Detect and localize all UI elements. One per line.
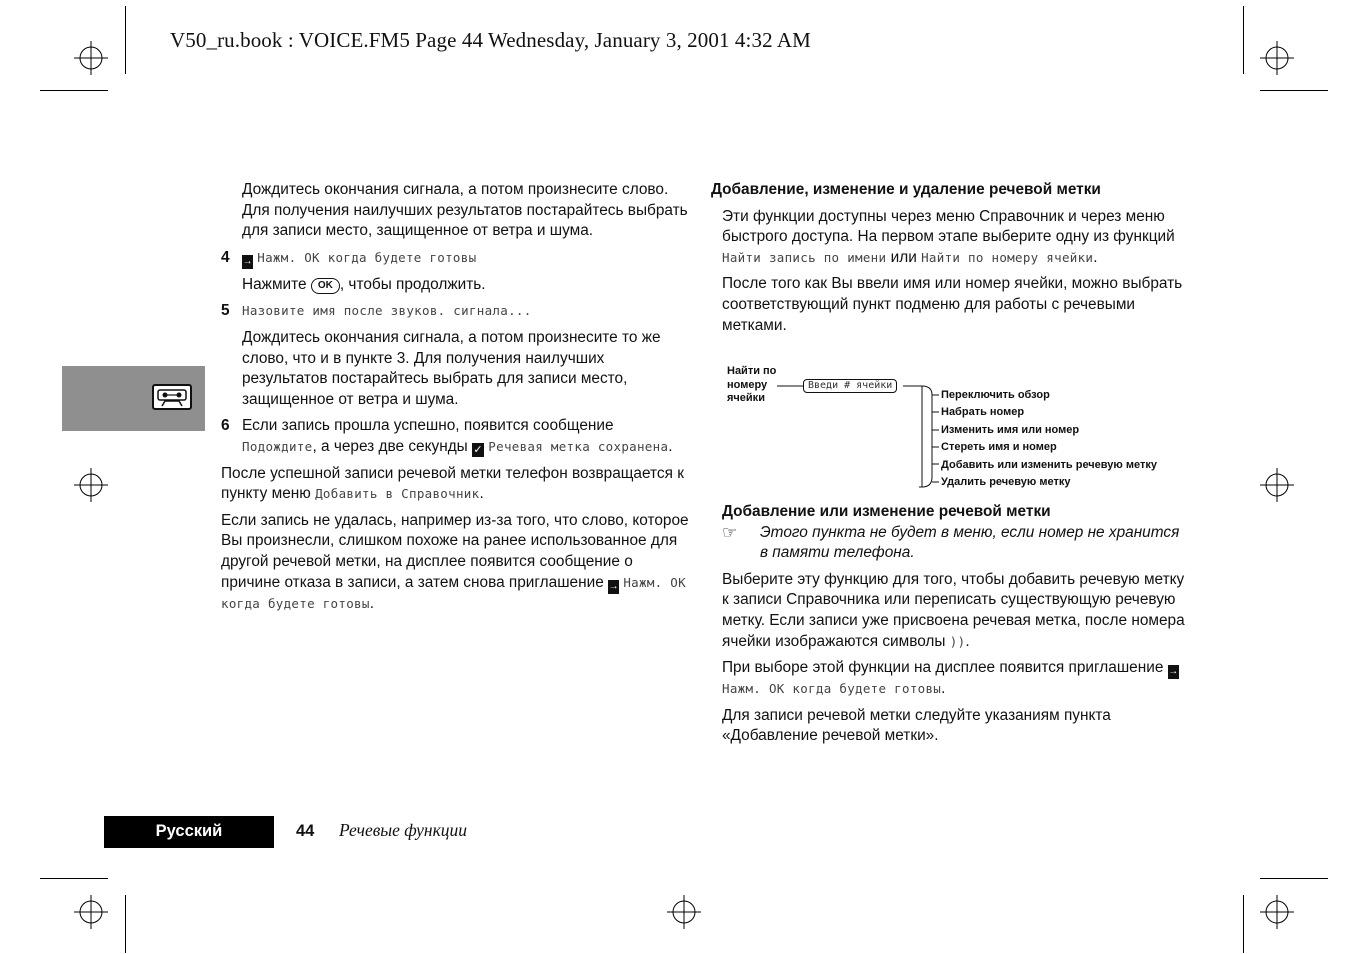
chapter-side-tab bbox=[62, 366, 205, 431]
softkey-icon: → bbox=[1168, 666, 1179, 678]
crop-mark bbox=[1243, 895, 1244, 953]
add-paragraph: Выберите эту функцию для того, чтобы добавить речевую метку к записи Справочника или переписать существующую речевую метку. Если записи уже присвоена речевая метка, после номера ячейки изображаются символы )). bbox=[722, 570, 1185, 650]
display-text: Речевая метка сохранена bbox=[488, 438, 669, 454]
crop-mark bbox=[125, 6, 126, 74]
right-column bbox=[711, 180, 1191, 336]
diagram-submenu bbox=[941, 387, 1157, 491]
registration-mark-icon bbox=[1260, 41, 1294, 75]
display-text: Нажм. OK когда будете готовы bbox=[221, 574, 686, 611]
section-heading: Добавление, изменение и удаление речевой метки bbox=[711, 181, 1101, 198]
crop-mark bbox=[1243, 6, 1244, 74]
softkey-icon: → bbox=[242, 255, 253, 267]
step-number: 6 bbox=[221, 417, 230, 435]
crop-mark bbox=[1260, 878, 1328, 879]
registration-mark-icon bbox=[74, 468, 108, 502]
submenu-item: Добавить или изменить речевую метку bbox=[941, 458, 1157, 471]
display-text: Добавить в Справочник bbox=[315, 486, 480, 502]
step-6-text: Если запись прошла успешно, появится сообщение bbox=[242, 417, 614, 435]
section-title: Речевые функции bbox=[339, 820, 468, 840]
record-paragraph: Для записи речевой метки следуйте указаниям пункта «Добавление речевой метки». bbox=[722, 706, 1111, 745]
after-paragraph: После успешной записи речевой метки телефон возвращается к пункту меню Добавить в Справочник. bbox=[221, 464, 684, 503]
display-text: Нажм. OK когда будете готовы bbox=[722, 681, 942, 697]
step-4-instruction bbox=[242, 275, 691, 296]
submenu-item: Стереть имя и номер bbox=[941, 441, 1057, 454]
paragraph-text: или bbox=[890, 248, 917, 266]
crop-mark bbox=[40, 878, 108, 879]
intro-paragraph: Дождитесь окончания сигнала, а потом произнесите слово. Для получения наилучших результатов постарайтесь выбрать для записи место, защищенное от ветра и шума. bbox=[242, 181, 688, 240]
submenu-item: Переключить обзор bbox=[941, 389, 1050, 401]
registration-mark-icon bbox=[1260, 895, 1294, 929]
step-4 bbox=[221, 248, 691, 269]
note-text: Этого пункта не будет в меню, если номер не хранится в памяти телефона. bbox=[760, 523, 1180, 562]
cassette-tape-icon bbox=[152, 384, 192, 410]
submenu-item: Изменить имя или номер bbox=[941, 423, 1080, 436]
note-block bbox=[722, 523, 1191, 564]
paragraph-text: Эти функции доступны через меню Справочник и через меню быстрого доступа. На первом этапе выберите одну из функций bbox=[722, 207, 1175, 246]
submenu-paragraph: После того как Вы ввели имя или номер ячейки, можно выбрать соответствующий пункт подменю для работы с речевыми метками. bbox=[722, 275, 1183, 334]
page-number: 44 bbox=[296, 822, 315, 840]
fail-paragraph: Если запись не удалась, например из-за того, что слово, которое Вы произнесли, слишком похоже на ранее использованное для другой речевой метки, на дисплее появится сообщение о причине отказа в записи, а затем снова приглашение → Нажм. OK когда будете готовы. bbox=[221, 511, 689, 612]
registration-mark-icon bbox=[74, 895, 108, 929]
crop-mark bbox=[1260, 90, 1328, 91]
step-6-text: , а через две секунды bbox=[312, 437, 468, 455]
step-5-text: Дождитесь окончания сигнала, а потом произнесите то же слово, что и в пункте 3. Для получения наилучших результатов постарайтесь выбрать для записи место, защищенное от ветра и шума. bbox=[242, 328, 661, 408]
step-6: 6 Если запись прошла успешно, появится сообщение Подождите, а через две секунды ✓ Речевая метка сохранена. bbox=[221, 417, 673, 456]
ok-key-icon: OK bbox=[311, 278, 340, 294]
submenu-item: Удалить речевую метку bbox=[941, 476, 1071, 489]
paragraph-text: После успешной записи речевой метки телефон возвращается к пункту меню bbox=[221, 464, 684, 503]
crop-mark bbox=[125, 895, 126, 953]
hand-pointer-icon: ☞ bbox=[722, 522, 738, 542]
functions-paragraph: Эти функции доступны через меню Справочник и через меню быстрого доступа. На первом этапе выберите одну из функций Найти запись по имени или Найти по номеру ячейки. bbox=[722, 207, 1175, 266]
display-text: Назовите имя после звуков. сигнала... bbox=[242, 303, 532, 319]
page-header: V50_ru.book : VOICE.FM5 Page 44 Wednesday, January 3, 2001 4:32 AM bbox=[170, 28, 811, 52]
checkmark-icon: ✓ bbox=[473, 443, 483, 456]
menu-diagram bbox=[727, 365, 1197, 495]
language-tab: Русский bbox=[104, 816, 274, 848]
paragraph-text: При выборе этой функции на дисплее появится приглашение bbox=[722, 659, 1164, 677]
registration-mark-icon bbox=[667, 895, 701, 929]
step-number: 4 bbox=[221, 248, 230, 266]
paragraph-text: Если запись не удалась, например из-за того, что слово, которое Вы произнесли, слишком похоже на ранее использованное для другой речевой метки, на дисплее появится сообщение о причине отказа в записи, а затем снова приглашение bbox=[221, 511, 689, 591]
left-column bbox=[221, 180, 691, 614]
subsection-heading: Добавление или изменение речевой метки bbox=[722, 503, 1051, 520]
instruction-text: Нажмите bbox=[242, 275, 307, 293]
instruction-text: , чтобы продолжить. bbox=[339, 275, 486, 293]
softkey-icon: → bbox=[608, 580, 619, 592]
display-text: Найти запись по имени bbox=[722, 249, 887, 265]
submenu-item: Набрать номер bbox=[941, 406, 1025, 419]
prompt-paragraph: При выборе этой функции на дисплее появится приглашение → Нажм. OK когда будете готовы. bbox=[722, 659, 1179, 698]
display-text: Нажм. OK когда будете готовы bbox=[257, 249, 477, 265]
right-column-lower bbox=[711, 502, 1191, 747]
crop-mark bbox=[40, 90, 108, 91]
registration-mark-icon bbox=[74, 41, 108, 75]
diagram-label: Найти по номеру ячейки bbox=[727, 365, 777, 404]
display-text: Найти по номеру ячейки bbox=[921, 249, 1094, 265]
registration-mark-icon bbox=[1260, 468, 1294, 502]
step-number: 5 bbox=[221, 302, 230, 320]
display-text: )) bbox=[949, 633, 966, 649]
diagram-display-box: Введи # ячейки bbox=[803, 379, 897, 393]
step-5 bbox=[221, 301, 691, 322]
display-text: Подождите bbox=[242, 438, 313, 454]
paragraph-text: Выберите эту функцию для того, чтобы добавить речевую метку к записи Справочника или переписать существующую речевую метку. Если записи уже присвоена речевая метка, после номера ячейки изображаются символы bbox=[722, 570, 1185, 650]
